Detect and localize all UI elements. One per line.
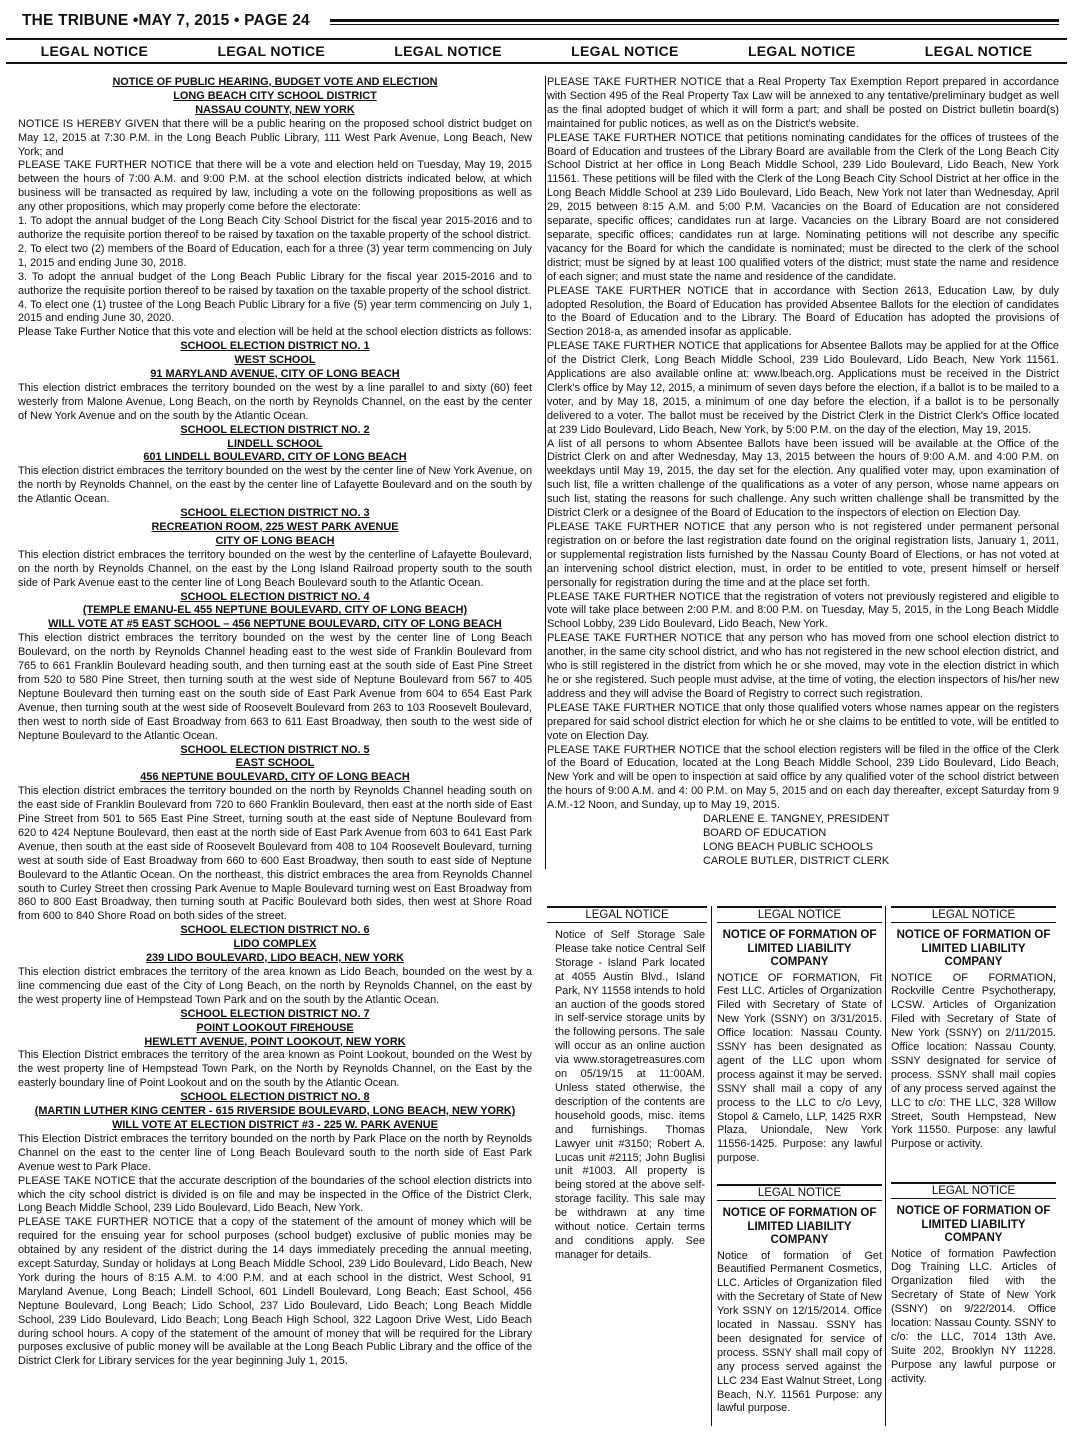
notice-label: LEGAL NOTICE xyxy=(891,1182,1056,1199)
proposition: 4. To elect one (1) trustee of the Long Beach Public Library for a five (5) year term commencing on July 1, 2015 and ending June 30, 2020. xyxy=(18,298,532,325)
signature-line: BOARD OF EDUCATION xyxy=(703,826,827,839)
district-body: This election district embraces the territory bounded on the west by a line parallel to and sixty (60) feet westerly from Malone Avenue, Long Beach, on the north by Reynolds Channel, on the east by the center of New York Avenue and on the south by the Atlantic Ocean. xyxy=(18,381,532,422)
district-heading: (MARTIN LUTHER KING CENTER - 615 RIVERSIDE BOULEVARD, LONG BEACH, NEW YORK) xyxy=(34,1105,516,1118)
legal-notice-label-bar xyxy=(6,38,1067,64)
paragraph: PLEASE TAKE FURTHER NOTICE that any person who has moved from one school election district to another, in the same city school district, and who has not registered in the new school election district, and who is still registered in the district from which he or she moved, may vote in the election district in which he or she registered. Such people must advise, at the time of voting, the election inspectors of his/her new address and they will advise the Board of Registry to correct such registration. xyxy=(547,632,1059,700)
paragraph: PLEASE TAKE FURTHER NOTICE that petitions nominating candidates for the offices of trustees of the Board of Education and trustees of the Library Board are available from the Clerk of the Long Beach City School District at her office in Long Beach Middle School, 239 Lido Boulevard, Lido Beach, New York 11561. These petitions will be filed with the Clerk of the Long Beach City School District at her office in the Long Beach Middle School at 239 Lido Boulevard, Lido Beach, New York not later than Wednesday, April 29, 2015 between 8:15 A.M. and 5:00 P.M. Vacancies on the Board of Education are not considered separate, specific offices; candidates run at large. Vacancies on the Library Board are not considered separate, specific offices; candidates run at large. Nominating petitions will not describe any specific vacancy for the Board for which the candidate is nominated; must be directed to the clerk of the school district; must be signed by at least 100 qualified voters of the district; must state the name and residence of each signer; and must state the name and residence of the candidate. xyxy=(547,131,1059,283)
notice-title: NOTICE OF FORMATION OF LIMITED LIABILITY COMPANY xyxy=(722,929,877,968)
district-heading: SCHOOL ELECTION DISTRICT NO. 1 xyxy=(180,340,370,353)
masthead-rule xyxy=(330,19,1059,25)
proposition: 1. To adopt the annual budget of the Long Beach City School District for the fiscal year 2015-2016 and to authorize the requisite portion thereof to be raised by taxation on the taxable property of the school district. xyxy=(18,215,532,241)
district-heading: 239 LIDO BOULEVARD, LIDO BEACH, NEW YORK xyxy=(146,952,404,965)
paragraph: PLEASE TAKE FURTHER NOTICE that a copy of the statement of the amount of money which will be required for the ensuing year for school purposes (school budget) exclusive of public monies may be obtained by any resident of the district during the 14 days immediately preceding the annual meeting, except Saturday, Sunday or holidays at Long Beach Middle School, 239 Lido Boulevard, Lido Beach, New York during the hours of 8:15 A.M. to 4:00 P.M. and at each school in the district, West School, 91 Maryland Avenue, Long Beach; Lindell School, 601 Lindell Boulevard, Long Beach; East School, 456 Neptune Boulevard, Long Beach; Lido School, 237 Lido Boulevard, Lido Beach; Long Beach Middle School, 239 Lido Boulevard, Lido Beach; Long Beach High School, 322 Lagoon Drive West, Lido Beach during school hours. A copy of the statement of the amount of money that will be required for the Library purposes exclusive of public money will be available at the Long Beach Public Library and the office of the District Clerk for Library services for the year beginning July 1, 2015. xyxy=(18,1216,532,1368)
paragraph: PLEASE TAKE FURTHER NOTICE that a Real Property Tax Exemption Report prepared in accordance with Section 495 of the Real Property Tax Law will be annexed to any tentative/preliminary budget as well as the final adopted budget of which it will form a part; and shall be posted on District bulletin board(s) maintained for public notices, as well as on the District's website. xyxy=(547,76,1059,130)
notice-body: Notice of Self Storage Sale Please take notice Central Self Storage - Island Park located at 4055 Austin Blvd., Island Park, NY 11558 intends to hold an auction of the goods stored in self-service storage units by the following persons. The sale will occur as an online auction via www.storagetreasures.com on 05/19/15 at 11:00AM. Unless stated otherwise, the description of the contents are household goods, misc. items and furnishings. Thomas Lawyer unit #3150; Robert A. Lucas unit #2115; John Buglisi unit #1003. All property is being stored at the above self-storage facility. This sale may be withdrawn at any time without notice. Certain terms and conditions apply. See manager for details. xyxy=(555,929,705,1261)
district-body: This election district embraces the territory bounded on the west by the center line of New York Avenue, on the north by Reynolds Channel, on the east by the center line of Lafayette Boulevard and on the south by the Atlantic Ocean. xyxy=(18,465,532,506)
district-heading: SCHOOL ELECTION DISTRICT NO. 7 xyxy=(180,1007,370,1020)
masthead-title: THE TRIBUNE •MAY 7, 2015 • PAGE 24 xyxy=(22,12,310,29)
notice-heading: LONG BEACH CITY SCHOOL DISTRICT xyxy=(173,89,377,102)
paragraph: PLEASE TAKE FURTHER NOTICE that there will be a vote and election held on Tuesday, May 19, 2015 between the hours of 7:00 A.M. and 9:00 P.M. at the school election districts indicated below, at which business will be transacted as required by law, including a vote on the following propositions as well as any other propositions, which may properly come before the electorate: xyxy=(18,159,532,214)
masthead xyxy=(22,12,1059,34)
main-notice-left-column xyxy=(18,76,532,1369)
notice-body: NOTICE OF FORMATION, Fit Fest LLC. Articles of Organization Filed with Secretary of State of New York (SSNY) on 3/31/2015. Office location: Nassau County. SSNY has been designated as agent of the LLC upon whom process against it may be served. SSNY shall mail a copy of any process to the LLC to c/o Levy, Stopol & Camelo, LLP, 1425 RXR Plaza, Uniondale, New York 11556-1425. Purpose: any lawful purpose. xyxy=(717,971,882,1165)
notice-title: NOTICE OF FORMATION OF LIMITED LIABILITY COMPANY xyxy=(896,929,1051,968)
district-heading: SCHOOL ELECTION DISTRICT NO. 3 xyxy=(180,507,370,520)
district-heading: SCHOOL ELECTION DISTRICT NO. 2 xyxy=(180,423,370,436)
district-heading: HEWLETT AVENUE, POINT LOOKOUT, NEW YORK xyxy=(144,1035,406,1048)
notice-body: NOTICE OF FORMATION, Rockville Centre Psychotherapy, LCSW. Articles of Organization Filed with Secretary of State of New York (SSNY) on 2/11/2015. Office location: Nassau County. SSNY designated for service of process. SSNY shall mail copies of any process served against the LLC to c/o: THE LLC, 328 Willow Street, South Hempstead, New York 11550. Purpose: any lawful Purpose or activity. xyxy=(891,971,1056,1151)
llc-notice-get-beautified xyxy=(717,1184,882,1416)
label-bar-item: LEGAL NOTICE xyxy=(571,43,679,59)
notice-label: LEGAL NOTICE xyxy=(717,906,882,923)
district-heading: WILL VOTE AT #5 EAST SCHOOL – 456 NEPTUNE BOULEVARD, CITY OF LONG BEACH xyxy=(48,618,502,631)
label-bar-item: LEGAL NOTICE xyxy=(924,43,1033,59)
llc-notice-pawfection xyxy=(891,1182,1056,1387)
notice-heading: NOTICE OF PUBLIC HEARING, BUDGET VOTE AND ELECTION xyxy=(112,76,438,88)
paragraph: PLEASE TAKE FURTHER NOTICE that applications for Absentee Ballots may be applied for at the Office of the District Clerk, Long Beach Middle School, 239 Lido Boulevard, Lido Beach, New York 11561. Applications are also available online at: www.lbeach.org. Applications must be received in the District Clerk's office by May 12, 2015, a minimum of seven days before the election, if a ballot is to be mailed to a voter, and by May 18, 2015, a minimum of one day before the election, if a ballot is to be personally delivered to a voter. The ballot must be received by the District Clerk in the District Clerk's Office located at 239 Lido Boulevard, Lido Beach, New York, by 5:00 P.M. on the day of the election, May 19, 2015. xyxy=(547,340,1059,436)
paragraph: PLEASE TAKE FURTHER NOTICE that the registration of voters not previously registered and eligible to vote will take place between 2:00 P.M. and 8:00 P.M. on Tuesday, May 5, 2015, in the Long Beach Middle School Lobby, 239 Lido Boulevard, Lido Beach, New York. xyxy=(547,590,1059,631)
paragraph: A list of all persons to whom Absentee Ballots have been issued will be available at the Office of the District Clerk on and after Wednesday, May 13, 2015 between the hours of 9:00 A.M. and 4:00 P.M. on weekdays until May 19, 2015, the day set for the election. Any qualified voter may, upon examination of such list, file a written challenge of the qualifications as a voter of any person, whose name appears on such list, stating the reasons for such challenge. Any such written challenge shall be transmitted by the District Clerk or a designee of the Board of Education to the inspectors of election on Election Day. xyxy=(547,437,1059,520)
district-body: This election district embraces the territory bounded on the west by the centerline of Lafayette Boulevard, on the north by Reynolds Channel, on the east by the Long Island Railroad property south to the south side of Park Avenue east to the center line of Long Beach Boulevard south to the Atlantic Ocean. xyxy=(18,548,532,589)
label-bar-item: LEGAL NOTICE xyxy=(394,43,502,59)
storage-sale-notice xyxy=(547,906,707,1263)
district-heading: EAST SCHOOL xyxy=(235,757,315,770)
district-heading: 91 MARYLAND AVENUE, CITY OF LONG BEACH xyxy=(150,368,400,381)
paragraph: PLEASE TAKE FURTHER NOTICE that the school election registers will be filed in the office of the Clerk of the Board of Education, located at the Long Beach Middle School, 239 Lido Boulevard, Lido Beach, New York and will be open to inspection at said office by any qualified voter of the school district between the hours of 9:00 A.M. and 4: 00 P.M. on May 5, 2015 and on each day thereafter, except Saturday from 9 A.M.-12 Noon, and Sunday, up to May 19, 2015. xyxy=(547,743,1059,812)
signature-line: CAROLE BUTLER, DISTRICT CLERK xyxy=(703,854,890,867)
district-heading: 601 LINDELL BOULEVARD, CITY OF LONG BEACH xyxy=(143,451,407,464)
notice-body: Notice of formation Pawfection Dog Training LLC. Articles of Organization filed with the Secretary of State of New York (SSNY) on 9/22/2014. Office location: Nassau County. SSNY to c/o: the LLC, 7014 13th Ave. Suite 202, Brooklyn NY 11228. Purpose any lawful purpose or activity. xyxy=(891,1247,1056,1385)
district-heading: WEST SCHOOL xyxy=(234,354,316,367)
district-heading: POINT LOOKOUT FIREHOUSE xyxy=(196,1021,354,1034)
paragraph: PLEASE TAKE FURTHER NOTICE that any person who is not registered under permanent personal registration on or before the last registration date found on the original registration lists, January 1, 2011, or supplemental registration lists furnished by the Nassau County Board of Elections, or has not voted at an intervening school district election, must, in order to be entitled to vote, present himself or herself personally for registration during the time and at the place set forth. xyxy=(547,521,1059,589)
district-heading: RECREATION ROOM, 225 WEST PARK AVENUE xyxy=(151,521,399,533)
district-heading: 456 NEPTUNE BOULEVARD, CITY OF LONG BEACH xyxy=(140,771,410,784)
notice-title: NOTICE OF FORMATION OF LIMITED LIABILITY COMPANY xyxy=(896,1205,1051,1244)
notice-label: LEGAL NOTICE xyxy=(717,1184,882,1201)
district-heading: SCHOOL ELECTION DISTRICT NO. 4 xyxy=(180,590,370,603)
label-bar-item: LEGAL NOTICE xyxy=(217,43,326,59)
paragraph: PLEASE TAKE FURTHER NOTICE that only those qualified voters whose names appear on the registers prepared for said school district election for which he or she claims to be entitled to vote, will be entitled to vote on Election Day. xyxy=(547,701,1059,742)
signature-line: DARLENE E. TANGNEY, PRESIDENT xyxy=(703,813,890,826)
paragraph: PLEASE TAKE FURTHER NOTICE that in accordance with Section 2613, Education Law, by duly adopted Resolution, the Board of Education has provided Absentee Ballots for the election of candidates to the Board of Education and to the Library. The Board of Education has adopted the provisions of Section 2018-a, as amended insofar as applicable. xyxy=(547,284,1059,339)
column-divider xyxy=(885,906,886,1426)
district-heading: CITY OF LONG BEACH xyxy=(215,534,335,547)
district-body: This election district embraces the territory bounded on the west by the center line of Long Beach Boulevard, on the north by Reynolds Channel heading east to the west side of Franklin Boulevard from 765 to 661 Franklin Boulevard heading south, and then turning east at the south side of East Pine Street from 520 to 580 Pine Street, then turning south at the west side of Neptune Boulevard from 567 to 405 Neptune Boulevard then turning east on the south side of East Park Avenue from 604 to 654 East Park Avenue, then turning south at the west side of Roosevelt Boulevard from 263 to 103 Roosevelt Boulevard, then west to north side of East Broadway from 663 to 611 East Broadway, then south to the west side of Neptune Boulevard to the Atlantic Ocean. xyxy=(18,632,532,742)
notice-body: Notice of formation of Get Beautified Permanent Cosmetics, LLC. Articles of Organization filed with the Secretary of State of New York SSNY on 12/15/2014. Office located in Nassau. SSNY has been designated for service of process. SSNY shall mail copy of any process served against the LLC 234 East Walnut Street, Long Beach, N.Y. 11561 Purpose: any lawful purpose. xyxy=(717,1249,882,1415)
llc-notice-fit-fest xyxy=(717,906,882,1166)
notice-label: LEGAL NOTICE xyxy=(547,906,707,923)
notice-label: LEGAL NOTICE xyxy=(891,906,1056,923)
paragraph: PLEASE TAKE NOTICE that the accurate description of the boundaries of the school election districts into which the city school district is divided is on file and may be inspected in the Office of the District Clerk, Long Beach Middle School, 239 Lido Boulevard, Lido Beach, New York. xyxy=(18,1174,532,1215)
proposition: 3. To adopt the annual budget of the Long Beach Public Library for the fiscal year 2015-2016 and to authorize the requisite portion thereof to be raised by taxation on the taxable property of the school district. xyxy=(18,270,532,297)
district-body: This election district embraces the territory of the area known as Lido Beach, bounded on the west by a line commencing due east of the City of Long Beach, on the north by Reynolds Channel, on the east by the west property line of Hempstead Town Park and on the south by the Atlantic Ocean. xyxy=(18,966,532,1006)
signature-line: LONG BEACH PUBLIC SCHOOLS xyxy=(703,840,874,853)
llc-notice-rockville xyxy=(891,906,1056,1152)
notice-heading: NASSAU COUNTY, NEW YORK xyxy=(195,103,355,116)
district-heading: SCHOOL ELECTION DISTRICT NO. 8 xyxy=(180,1091,370,1104)
district-heading: SCHOOL ELECTION DISTRICT NO. 6 xyxy=(180,924,370,937)
column-divider xyxy=(711,906,712,1426)
main-notice-right-column xyxy=(545,76,1059,869)
district-heading: WILL VOTE AT ELECTION DISTRICT #3 - 225 W. PARK AVENUE xyxy=(112,1118,438,1131)
district-body: This election district embraces the territory bounded on the north by Reynolds Channel heading south on the east side of Franklin Boulevard from 720 to 660 Franklin Boulevard, then east at the north side of East Pine Street from 501 to 565 East Pine Street, turning south at the east side of Neptune Boulevard from 620 to 424 Neptune Boulevard, then east at the north side of East Park Avenue from 603 to 641 East Park Avenue, then south at the east side of Roosevelt Boulevard from 408 to 104 Roosevelt Boulevard, turning west at south side of East Broadway from 660 to 600 East Broadway, then south to east side of Neptune Boulevard to the Atlantic Ocean. On the northeast, this district embraces the area from Reynolds Channel south to Curley Street then crossing Park Avenue to Maple Boulevard turning west on East Broadway from 860 to 800 East Broadway, then turning south at Pacific Boulevard both sides, then west at Shore Road from 600 to 840 Shore Road on both sides of the street. xyxy=(18,785,532,923)
district-body: This Election District embraces the territory of the area known as Point Lookout, bounded on the West by the west property line of Hempstead Town Park, on the North by Reynolds Channel, on the East by the easterly boundary line of Point Lookout and on the south by the Atlantic Ocean. xyxy=(18,1049,532,1090)
notice-title: NOTICE OF FORMATION OF LIMITED LIABILITY COMPANY xyxy=(722,1207,877,1246)
district-body: This Election District embraces the territory bounded on the north by Park Place on the north by Reynolds Channel on the east to the center line of Long Beach Boulevard south to the north side of East Park Avenue west to Park Place. xyxy=(18,1132,532,1173)
label-bar-item: LEGAL NOTICE xyxy=(747,43,856,59)
district-heading: LIDO COMPLEX xyxy=(233,938,317,951)
paragraph: Please Take Further Notice that this vote and election will be held at the school election districts as follows: xyxy=(18,326,532,339)
proposition: 2. To elect two (2) members of the Board of Education, each for a three (3) year term commencing on July 1, 2015 and ending June 30, 2018. xyxy=(18,242,532,269)
district-heading: LINDELL SCHOOL xyxy=(227,437,323,450)
district-heading: SCHOOL ELECTION DISTRICT NO. 5 xyxy=(180,743,370,756)
paragraph: NOTICE IS HEREBY GIVEN that there will be a public hearing on the proposed school district budget on May 12, 2015 at 7:30 P.M. in the Long Beach Public Library, 111 West Park Avenue, Long Beach, New York; and xyxy=(18,117,532,158)
district-heading: (TEMPLE EMANU-EL 455 NEPTUNE BOULEVARD, CITY OF LONG BEACH) xyxy=(82,604,468,617)
label-bar-item: LEGAL NOTICE xyxy=(40,43,149,59)
